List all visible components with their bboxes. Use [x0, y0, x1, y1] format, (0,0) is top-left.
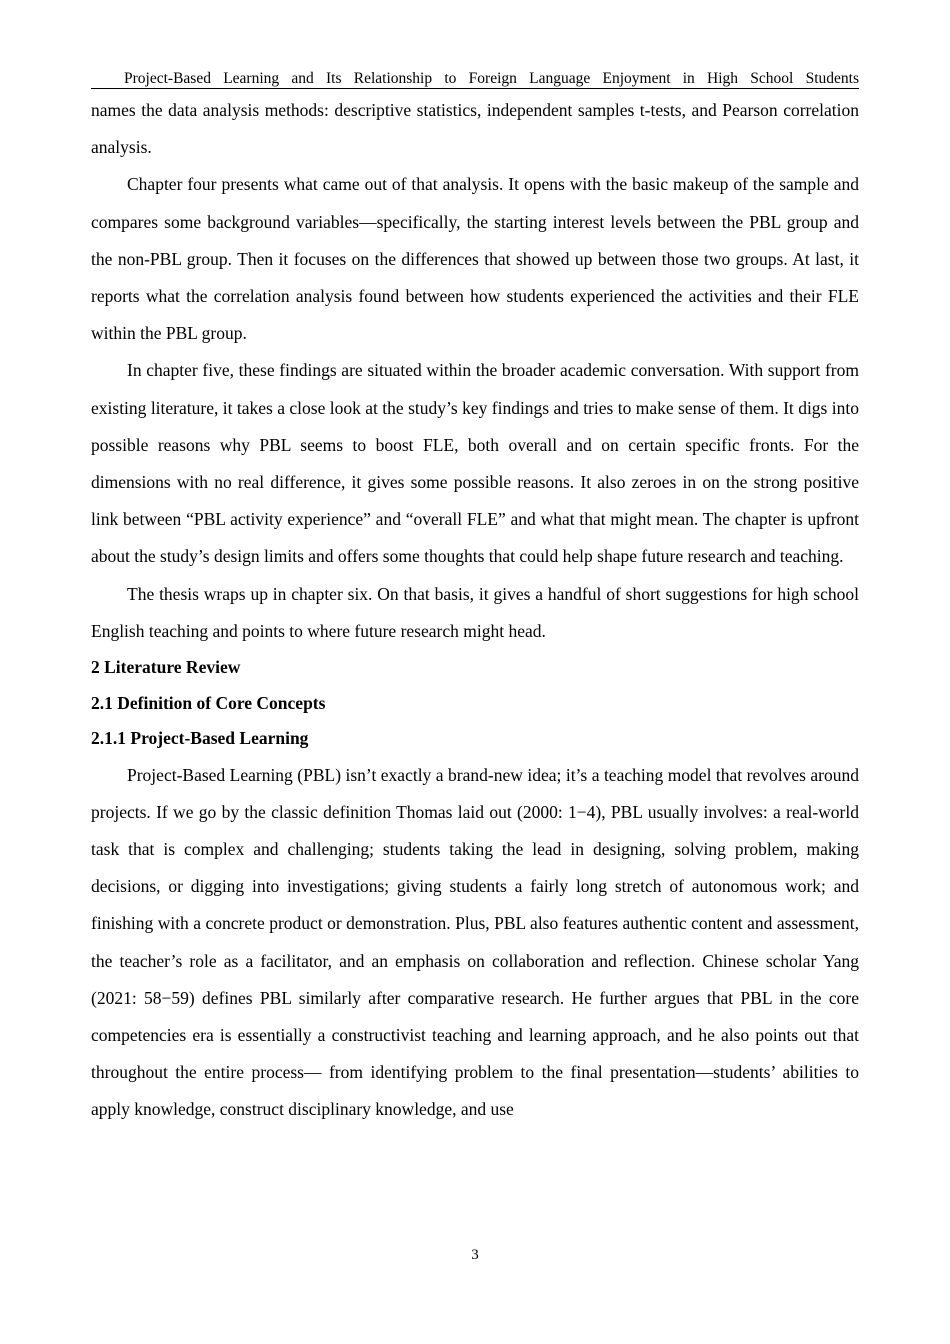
paragraph-chapter-four: Chapter four presents what came out of that analysis. It opens with the basic makeup of the sample and compares some background variables—specifically, the starting interest levels between the PBL group and the non-PBL group. Then it focuses on the differences that showed up between those two groups. At last, it reports what the correlation analysis found between how students experienced the activities and their FLE within the PBL group. [91, 174, 859, 344]
paragraph-chapter-six: The thesis wraps up in chapter six. On that basis, it gives a handful of short suggestions for high school English teaching and points to where future research might head. [91, 583, 859, 641]
heading-literature-review: 2 Literature Review [91, 657, 241, 678]
paragraph-pbl-definition: Project-Based Learning (PBL) isn’t exactly a brand-new idea; it’s a teaching model that revolves around projects. If we go by the classic definition Thomas laid out (2000: 1−4), PBL usually involves: a real-world task that is complex and challenging; students taking the lead in designing, solving problem, making decisions, or digging into investigations; giving students a fairly long stretch of autonomous work; and finishing with a concrete product or demonstration. Plus, PBL also features authentic content and assessment, the teacher’s role as a facilitator, and an emphasis on collaboration and reflection. Chinese scholar Yang (2021: 58−59) defines PBL similarly after comparative research. He further argues that PBL in the core competencies era is essentially a constructivist teaching and learning approach, and he also points out that throughout the entire process— from identifying problem to the final presentation—students’ abilities to apply knowledge, construct disciplinary knowledge, and use [91, 764, 859, 1120]
heading-project-based-learning: 2.1.1 Project-Based Learning [91, 728, 309, 749]
paragraph-data-analysis-methods: names the data analysis methods: descriptive statistics, independent samples t-tests, and Pearson correlation analysis. [91, 100, 859, 158]
body-text [91, 92, 859, 1129]
page-number: 3 [471, 1247, 479, 1263]
paragraph-chapter-five: In chapter five, these findings are situated within the broader academic conversation. With support from existing literature, it takes a close look at the study’s key findings and tries to make sense of them. It digs into possible reasons why PBL seems to boost FLE, both overall and on certain specific fronts. For the dimensions with no real difference, it gives some possible reasons. It also zeroes in on the strong positive link between “PBL activity experience” and “overall FLE” and what that might mean. The chapter is upfront about the study’s design limits and offers some thoughts that could help shape future research and teaching. [91, 360, 859, 567]
heading-definition-core-concepts: 2.1 Definition of Core Concepts [91, 692, 326, 713]
running-header: Project-Based Learning and Its Relationship to Foreign Language Enjoyment in High School Students [91, 68, 859, 89]
